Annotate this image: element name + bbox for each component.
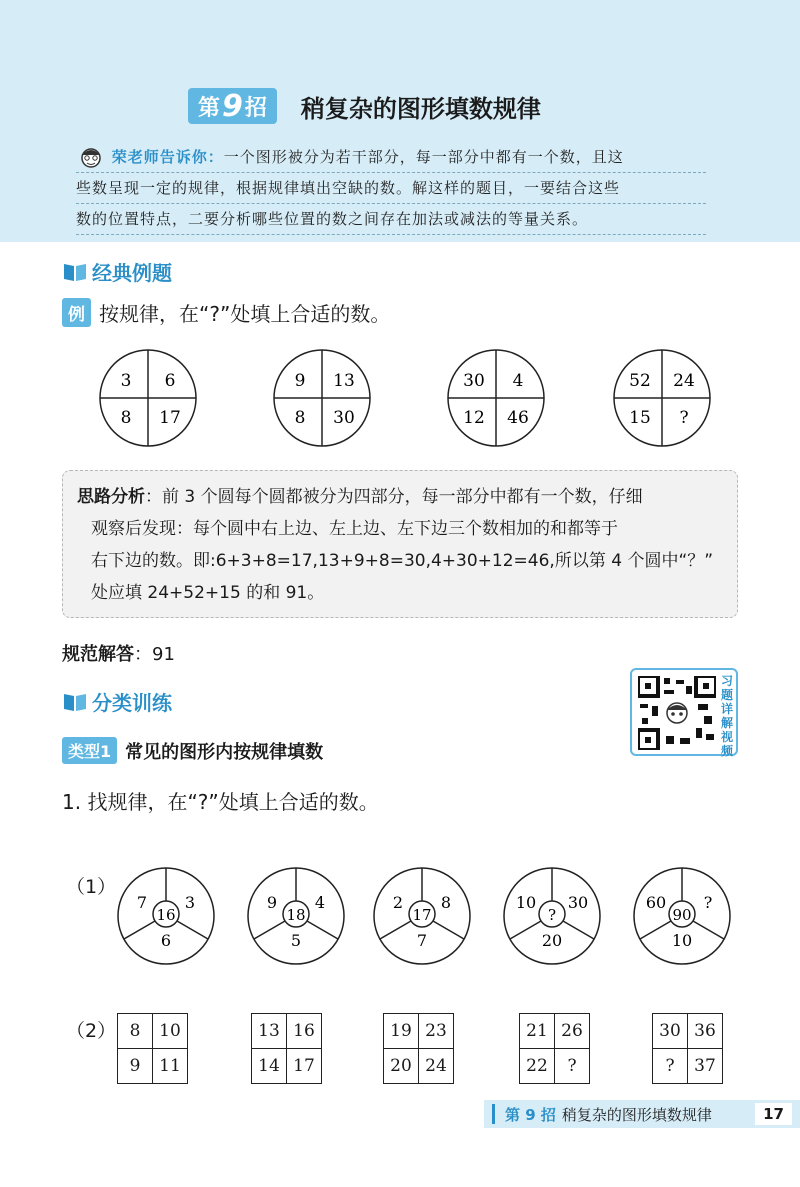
classic-section-title — [62, 257, 172, 286]
circle-value: 30 — [463, 371, 485, 391]
wheel-value: 7 — [136, 893, 148, 912]
circle-value: 15 — [629, 408, 651, 428]
circle-value: 9 — [294, 371, 306, 391]
type-title: 常见的图形内按规律填数 — [125, 741, 324, 763]
tip-line-3: 数的位置特点，二要分析哪些位置的数之间存在加法或减法的等量关系。 — [76, 204, 706, 235]
grid-cell: 14 — [252, 1049, 287, 1084]
type-tag: 类型1 — [62, 737, 117, 764]
wheel-value: 2 — [392, 893, 404, 912]
qr-side-char: 题 — [720, 688, 733, 702]
grid-cell: 24 — [419, 1049, 454, 1084]
example-tag: 例 — [62, 298, 91, 327]
wheel-value: 10 — [671, 931, 693, 950]
grid-cell: 16 — [287, 1014, 322, 1049]
grid-cell: 11 — [153, 1049, 188, 1084]
wheel-value: 5 — [290, 931, 302, 950]
example-question — [62, 298, 390, 327]
part-1-label: （1） — [66, 876, 117, 898]
answer-value: ：91 — [134, 644, 175, 665]
wheel-value: 20 — [541, 931, 563, 950]
chapter-title — [188, 86, 541, 126]
circle-value: 8 — [294, 408, 306, 428]
badge-number: 9 — [222, 88, 243, 124]
wheel-1 — [116, 866, 216, 966]
wheel-4 — [502, 866, 602, 966]
circle-value: 12 — [463, 408, 485, 428]
circle-value: 30 — [333, 408, 355, 428]
circle-value: 52 — [629, 371, 651, 391]
grid-cell: ? — [653, 1049, 688, 1084]
grid-cell: 8 — [118, 1014, 153, 1049]
grid-cell: 26 — [555, 1014, 590, 1049]
badge-suffix: 招 — [244, 95, 267, 121]
wheel-center-value: 17 — [412, 906, 432, 924]
wheel-value: ? — [703, 893, 713, 912]
page-title: 稍复杂的图形填数规律 — [300, 94, 541, 123]
analysis-box — [62, 470, 738, 618]
analysis-line-2: 观察后发现：每个圆中右上边、左上边、左下边三个数相加的和都等于 — [91, 519, 618, 539]
circle-value: 3 — [120, 371, 132, 391]
example-circle-4 — [612, 348, 712, 448]
wheel-center-value: 18 — [286, 906, 306, 924]
example-circle-2 — [272, 348, 372, 448]
wheel-center-value: ? — [547, 906, 557, 924]
qr-side-char: 解 — [720, 716, 733, 730]
grid-cell: 9 — [118, 1049, 153, 1084]
grid-cell: 36 — [688, 1014, 723, 1049]
wheel-value: 3 — [184, 893, 196, 912]
circle-value: 17 — [159, 408, 181, 428]
teacher-tip — [76, 142, 706, 235]
grid-cell: 30 — [653, 1014, 688, 1049]
analysis-line-1: ：前 3 个圆每个圆都被分为四部分，每一部分中都有一个数，仔细 — [145, 487, 643, 507]
wheel-center-value: 90 — [672, 906, 692, 924]
wheel-center-value: 16 — [156, 906, 176, 924]
circle-value: 13 — [333, 371, 355, 391]
tip-text-1: 一个图形被分为若干部分，每一部分中都有一个数，且这 — [223, 148, 624, 166]
grid-cell: 22 — [520, 1049, 555, 1084]
analysis-label: 思路分析 — [77, 487, 145, 507]
circle-value: 8 — [120, 408, 132, 428]
qr-code-icon[interactable] — [638, 676, 716, 750]
qr-side-label — [720, 674, 734, 758]
book-icon — [62, 261, 88, 283]
footer-accent-bar — [492, 1104, 495, 1124]
grid-2 — [251, 1013, 322, 1084]
training-section-title — [62, 687, 172, 716]
analysis-line-3: 右下边的数。即:6+3+8=17,13+9+8=30,4+30+12=46,所以第 4 个圆中“？” — [91, 551, 714, 571]
wheel-value: 4 — [314, 893, 326, 912]
answer-label: 规范解答 — [62, 644, 134, 665]
teacher-face-icon — [76, 145, 106, 171]
grid-cell: 20 — [384, 1049, 419, 1084]
footer-chapter: 第 9 招 — [505, 1105, 556, 1124]
wheel-value: 9 — [266, 893, 278, 912]
page-footer — [484, 1100, 800, 1128]
footer-title: 稍复杂的图形填数规律 — [561, 1105, 712, 1124]
circle-value: 4 — [512, 371, 524, 391]
qr-code-card[interactable] — [630, 668, 738, 756]
classic-title-text: 经典例题 — [92, 261, 172, 285]
tip-name: 荣老师告诉你： — [111, 148, 224, 166]
qr-side-char: 频 — [720, 744, 733, 758]
qr-side-char: 详 — [720, 702, 733, 716]
wheel-value: 10 — [515, 893, 537, 912]
grid-cell: 17 — [287, 1049, 322, 1084]
grid-cell: 21 — [520, 1014, 555, 1049]
wheel-value: 6 — [160, 931, 172, 950]
part-2-label: （2） — [66, 1020, 117, 1042]
wheel-2 — [246, 866, 346, 966]
type-heading — [62, 737, 323, 764]
tip-line-1 — [76, 142, 706, 173]
grid-cell: 10 — [153, 1014, 188, 1049]
grid-cell: 37 — [688, 1049, 723, 1084]
example-circle-1 — [98, 348, 198, 448]
question-1: 1. 找规律，在“?”处填上合适的数。 — [62, 790, 379, 814]
wheel-3 — [372, 866, 472, 966]
grid-cell: ? — [555, 1049, 590, 1084]
badge-prefix: 第 — [198, 95, 221, 121]
qr-side-char: 习 — [720, 674, 733, 688]
grid-cell: 19 — [384, 1014, 419, 1049]
analysis-line-4: 处应填 24+52+15 的和 91。 — [91, 583, 325, 603]
circle-value: ? — [679, 408, 689, 428]
wheel-value: 60 — [645, 893, 667, 912]
page-number: 17 — [755, 1103, 792, 1125]
book-icon — [62, 691, 88, 713]
training-title-text: 分类训练 — [92, 691, 172, 715]
circle-value: 6 — [164, 371, 176, 391]
grid-cell: 13 — [252, 1014, 287, 1049]
grid-cell: 23 — [419, 1014, 454, 1049]
example-question-text: 按规律，在“?”处填上合适的数。 — [99, 302, 391, 326]
grid-3 — [383, 1013, 454, 1084]
wheel-value: 7 — [416, 931, 428, 950]
qr-side-char: 视 — [720, 730, 733, 744]
wheel-value: 8 — [440, 893, 452, 912]
circle-value: 46 — [507, 408, 529, 428]
grid-1 — [117, 1013, 188, 1084]
tip-line-2: 些数呈现一定的规律，根据规律填出空缺的数。解这样的题目，一要结合这些 — [76, 173, 706, 204]
circle-value: 24 — [673, 371, 695, 391]
wheel-value: 30 — [567, 893, 589, 912]
grid-4 — [519, 1013, 590, 1084]
standard-answer — [62, 640, 175, 666]
grid-5 — [652, 1013, 723, 1084]
example-circle-3 — [446, 348, 546, 448]
wheel-5 — [632, 866, 732, 966]
chapter-badge — [188, 88, 277, 124]
